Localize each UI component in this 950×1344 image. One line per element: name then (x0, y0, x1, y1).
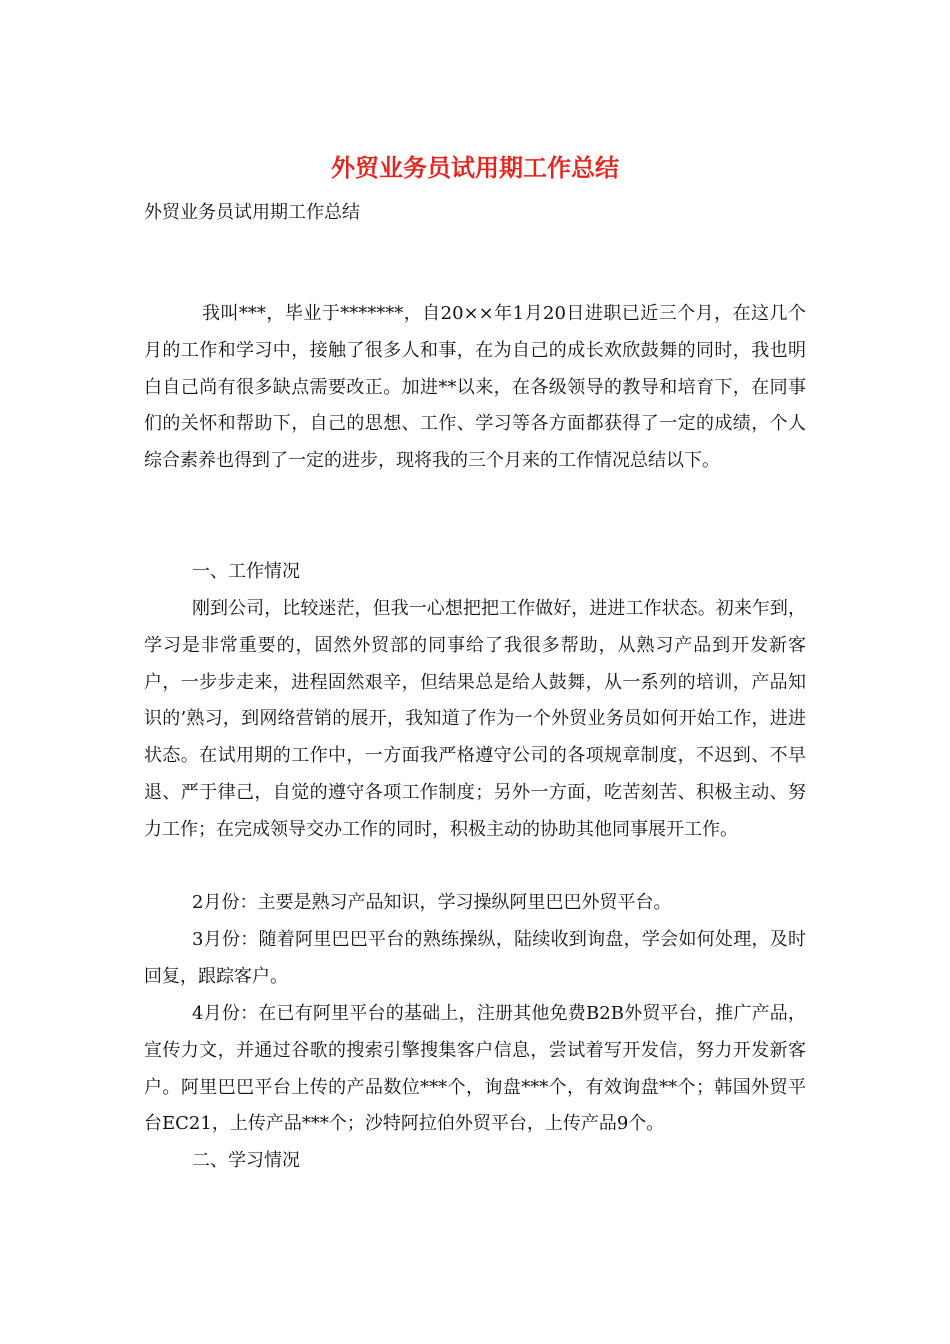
section-heading-work: 一、工作情况 (192, 561, 300, 582)
work-situation-paragraph: 刚到公司，比较迷茫，但我一心想把把工作做好，进进工作状态。初来乍到，学习是非常重要的，固然外贸部的同事给了我很多帮助，从熟习产品到开发新客户，一步步走来，进程固然艰辛，但结果总是给人鼓舞，从一系列的培训，产品知识的’熟习，到网络营销的展开，我知道了作为一个外贸业务员如何开始工作，进进状态。在试用期的工作中，一方面我严格遵守公司的各项规章制度，不迟到、不早退、严于律己，自觉的遵守各项工作制度；另外一方面，吃苦刻苦、积极主动、努力工作；在完成领导交办工作的同时，积极主动的协助其他同事展开工作。 (144, 598, 806, 840)
document-title: 外贸业务员试用期工作总结 (331, 153, 619, 182)
document-subtitle: 外贸业务员试用期工作总结 (144, 202, 360, 223)
section-heading-study: 二、学习情况 (192, 1150, 300, 1171)
april-paragraph: 4月份：在已有阿里平台的基础上，注册其他免费B2B外贸平台，推广产品，宣传力文，并通过谷歌的搜索引擎搜集客户信息，尝试着写开发信，努力开发新客户。阿里巴巴平台上传的产品数位***个，询盘***个，有效询盘**个；韩国外贸平台EC21，上传产品***个；沙特阿拉伯外贸平台，上传产品9个。 (144, 1003, 806, 1135)
intro-paragraph: 我叫***，毕业于*******，自20××年1月20日进职已近三个月，在这几个月的工作和学习中，接触了很多人和事，在为自己的成长欢欣鼓舞的同时，我也明白自己尚有很多缺点需要改正。加进**以来，在各级领导的教导和培育下，在同事们的关怀和帮助下，自己的思想、工作、学习等各方面都获得了一定的成绩，个人综合素养也得到了一定的进步，现将我的三个月来的工作情况总结以下。 (144, 303, 806, 472)
february-paragraph: 2月份：主要是熟习产品知识，学习操纵阿里巴巴外贸平台。 (192, 892, 672, 913)
march-paragraph: 3月份：随着阿里巴巴平台的熟练操纵，陆续收到询盘，学会如何处理，及时回复，跟踪客户。 (144, 929, 806, 987)
